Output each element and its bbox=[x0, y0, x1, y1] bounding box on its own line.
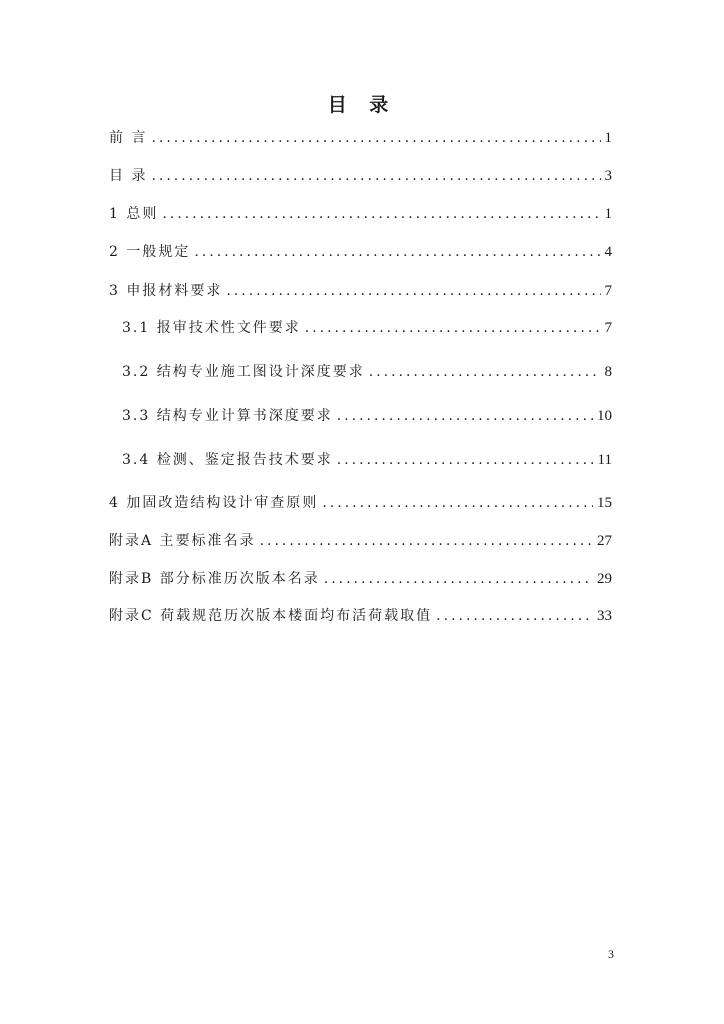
dot-leader bbox=[369, 361, 601, 383]
dot-leader bbox=[194, 241, 600, 263]
toc-entry-general[interactable] bbox=[109, 203, 612, 225]
toc-entry-page: 1 bbox=[604, 206, 612, 222]
dot-leader bbox=[260, 530, 593, 552]
toc-entry-page: 4 bbox=[604, 244, 612, 260]
toc-entry-label: 3.3 结构专业计算书深度要求 bbox=[122, 408, 333, 424]
dot-leader bbox=[151, 127, 600, 149]
dot-leader bbox=[337, 405, 593, 427]
toc-entry-3-4[interactable] bbox=[122, 449, 612, 471]
toc-entry-page: 33 bbox=[597, 608, 612, 624]
toc-entry-label: 1 总则 bbox=[109, 206, 159, 222]
toc-entry-label: 附录A 主要标准名录 bbox=[109, 533, 256, 549]
dot-leader bbox=[337, 449, 594, 471]
page-title: 目 录 bbox=[327, 94, 397, 116]
dot-leader bbox=[162, 203, 600, 225]
toc-entry-page: 8 bbox=[604, 364, 612, 380]
dot-leader bbox=[305, 317, 601, 339]
toc-entry-page: 3 bbox=[604, 168, 612, 184]
toc-entry-page: 27 bbox=[597, 533, 612, 549]
toc-entry-appendix-a[interactable] bbox=[109, 530, 612, 552]
toc-entry-page: 15 bbox=[597, 495, 612, 511]
toc-entry-label: 附录C 荷载规范历次版本楼面均布活荷载取值 bbox=[109, 608, 433, 624]
toc-entry-general-provisions[interactable] bbox=[109, 241, 612, 263]
toc-entry-label: 目 录 bbox=[109, 168, 148, 184]
toc-entry-label: 前 言 bbox=[109, 130, 148, 146]
dot-leader bbox=[324, 568, 593, 590]
toc-entry-foreword[interactable] bbox=[109, 127, 612, 149]
dot-leader bbox=[322, 492, 593, 514]
toc-entry-page: 1 bbox=[604, 130, 612, 146]
toc-entry-review-principles[interactable] bbox=[109, 492, 612, 514]
toc-entry-page: 10 bbox=[597, 408, 612, 424]
toc-entry-label: 4 加固改造结构设计审查原则 bbox=[109, 495, 319, 511]
toc-entry-submission-requirements[interactable] bbox=[109, 280, 612, 302]
toc-entry-label: 附录B 部分标准历次版本名录 bbox=[109, 571, 320, 587]
toc-entry-page: 7 bbox=[604, 320, 612, 336]
dot-leader bbox=[436, 605, 593, 627]
toc-entry-appendix-c[interactable] bbox=[109, 605, 612, 627]
toc-entry-label: 3.4 检测、鉴定报告技术要求 bbox=[122, 452, 333, 468]
toc-entry-contents[interactable] bbox=[109, 165, 612, 187]
toc-entry-label: 3.2 结构专业施工图设计深度要求 bbox=[122, 364, 365, 380]
toc-entry-appendix-b[interactable] bbox=[109, 568, 612, 590]
toc-entry-label: 3.1 报审技术性文件要求 bbox=[122, 320, 301, 336]
page-number: 3 bbox=[608, 947, 614, 961]
dot-leader bbox=[226, 280, 600, 302]
toc-entry-page: 7 bbox=[604, 283, 612, 299]
toc-entry-label: 3 申报材料要求 bbox=[109, 283, 223, 299]
toc-entry-page: 11 bbox=[597, 452, 612, 468]
toc-entry-3-2[interactable] bbox=[122, 361, 612, 383]
toc-entry-label: 2 一般规定 bbox=[109, 244, 191, 260]
toc-entry-page: 29 bbox=[597, 571, 612, 587]
toc-entry-3-1[interactable] bbox=[122, 317, 612, 339]
toc-entry-3-3[interactable] bbox=[122, 405, 612, 427]
dot-leader bbox=[151, 165, 600, 187]
